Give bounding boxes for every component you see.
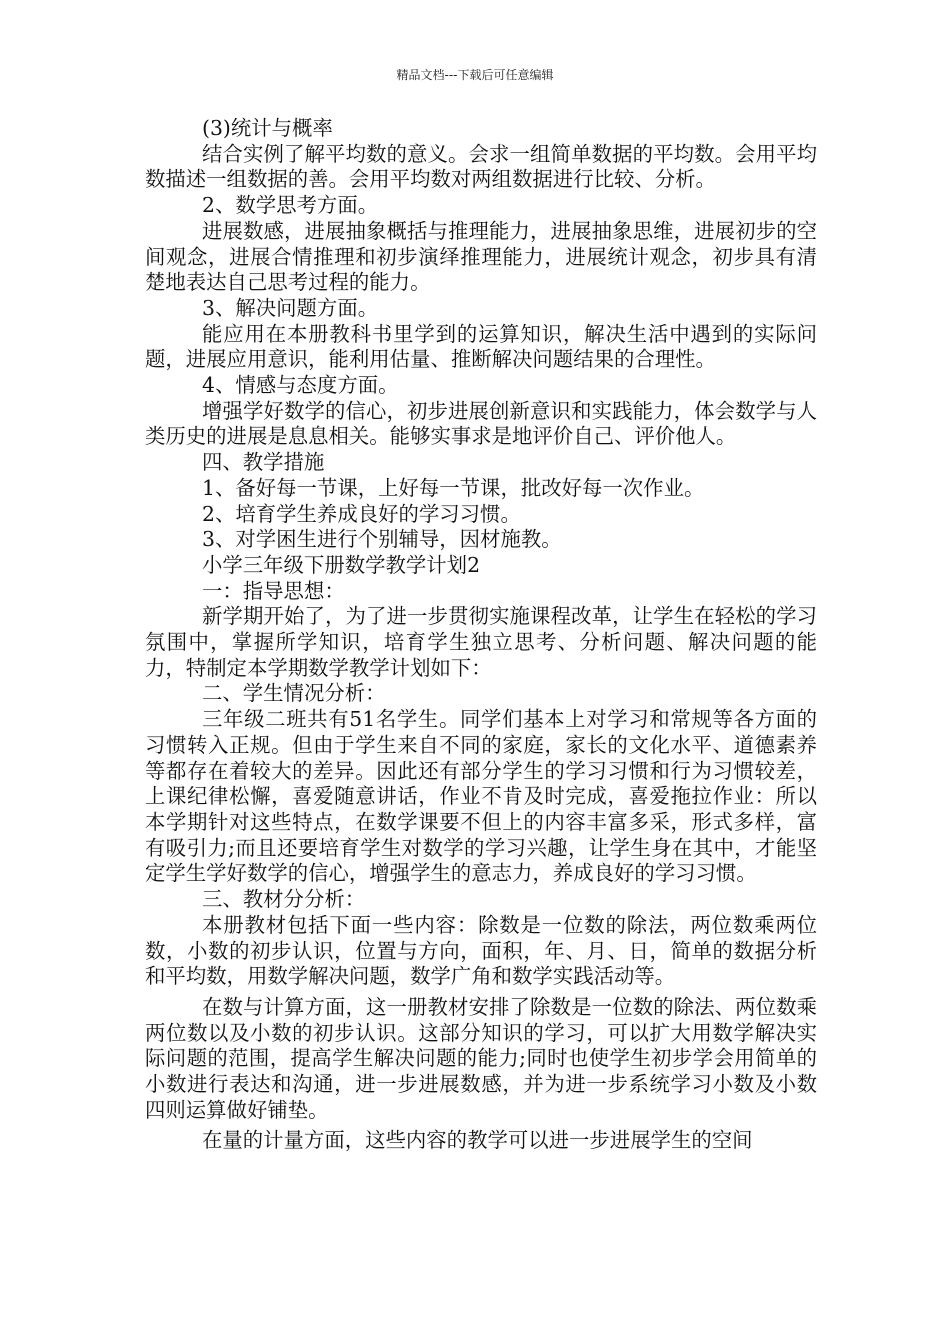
section-heading: 二、学生情况分析： [202, 681, 386, 706]
paragraph: 增强学好数学的信心，初步进展创新意识和实践能力，体会数学与人类历史的进展是息息相关。能够实事求是地评价自己、评价他人。 [145, 398, 817, 449]
paragraph: 本册教材包括下面一些内容：除数是一位数的除法，两位数乘两位数，小数的初步认识，位置与方向，面积，年、月、日，简单的数据分析和平均数，用数学解决问题，数学广角和数学实践活动等。 [145, 912, 817, 989]
section-heading: 四、教学措施 [202, 450, 325, 475]
paragraph: 在量的计量方面，这些内容的教学可以进一步进展学生的空间 [202, 1128, 753, 1153]
paragraph: 4、情感与态度方面。 [202, 373, 399, 398]
paragraph: (3)统计与概率 [202, 116, 333, 140]
paragraph: 在数与计算方面，这一册教材安排了除数是一位数的除法、两位数乘两位数以及小数的初步认识。这部分知识的学习，可以扩大用数学解决实际问题的范围，提高学生解决问题的能力;同时也使学生初步学会用简单的小数进行表达和沟通，进一步进展数感，并为进一步系统学习小数及小数四则运算做好铺垫。 [145, 994, 817, 1122]
document-body [145, 116, 817, 1154]
section-heading: 一：指导思想： [202, 578, 345, 603]
document-title: 小学三年级下册数学教学计划2 [202, 552, 481, 577]
paragraph: 能应用在本册教科书里学到的运算知识，解决生活中遇到的实际问题，进展应用意识，能利用估量、推断解决问题结果的合理性。 [145, 321, 817, 372]
paragraph: 1、备好每一节课，上好每一节课，批改好每一次作业。 [202, 475, 705, 500]
paragraph: 结合实例了解平均数的意义。会求一组简单数据的平均数。会用平均数描述一组数据的善。会用平均数对两组数据进行比较、分析。 [145, 141, 817, 192]
paragraph: 3、解决问题方面。 [202, 295, 379, 320]
section-heading: 三、教材分分析： [202, 887, 366, 912]
paragraph: 3、对学困生进行个别辅导，因材施教。 [202, 527, 562, 552]
paragraph: 2、数学思考方面。 [202, 193, 379, 218]
paragraph: 进展数感，进展抽象概括与推理能力，进展抽象思维，进展初步的空间观念，进展合情推理和初步演绎推理能力，进展统计观念，初步具有清楚地表达自己思考过程的能力。 [145, 218, 817, 295]
page-header: 精品文档---下载后可任意编辑 [396, 68, 554, 82]
paragraph: 三年级二班共有51名学生。同学们基本上对学习和常规等各方面的习惯转入正规。但由于学生来自不同的家庭，家长的文化水平、道德素养等都存在着较大的差异。因此还有部分学生的学习习惯和行为习惯较差，上课纪律松懈，喜爱随意讲话，作业不肯及时完成，喜爱拖拉作业：所以本学期针对这些特点，在数学课要不但上的内容丰富多采，形式多样，富有吸引力;而且还要培育学生对数学的学习兴趣，让学生身在其中，才能坚定学生学好数学的信心，增强学生的意志力，养成良好的学习习惯。 [145, 707, 817, 886]
paragraph: 新学期开始了，为了进一步贯彻实施课程改革，让学生在轻松的学习氛围中，掌握所学知识，培育学生独立思考、分析问题、解决问题的能力，特制定本学期数学教学计划如下： [145, 604, 817, 680]
paragraph: 2、培育学生养成良好的学习习惯。 [202, 501, 521, 526]
